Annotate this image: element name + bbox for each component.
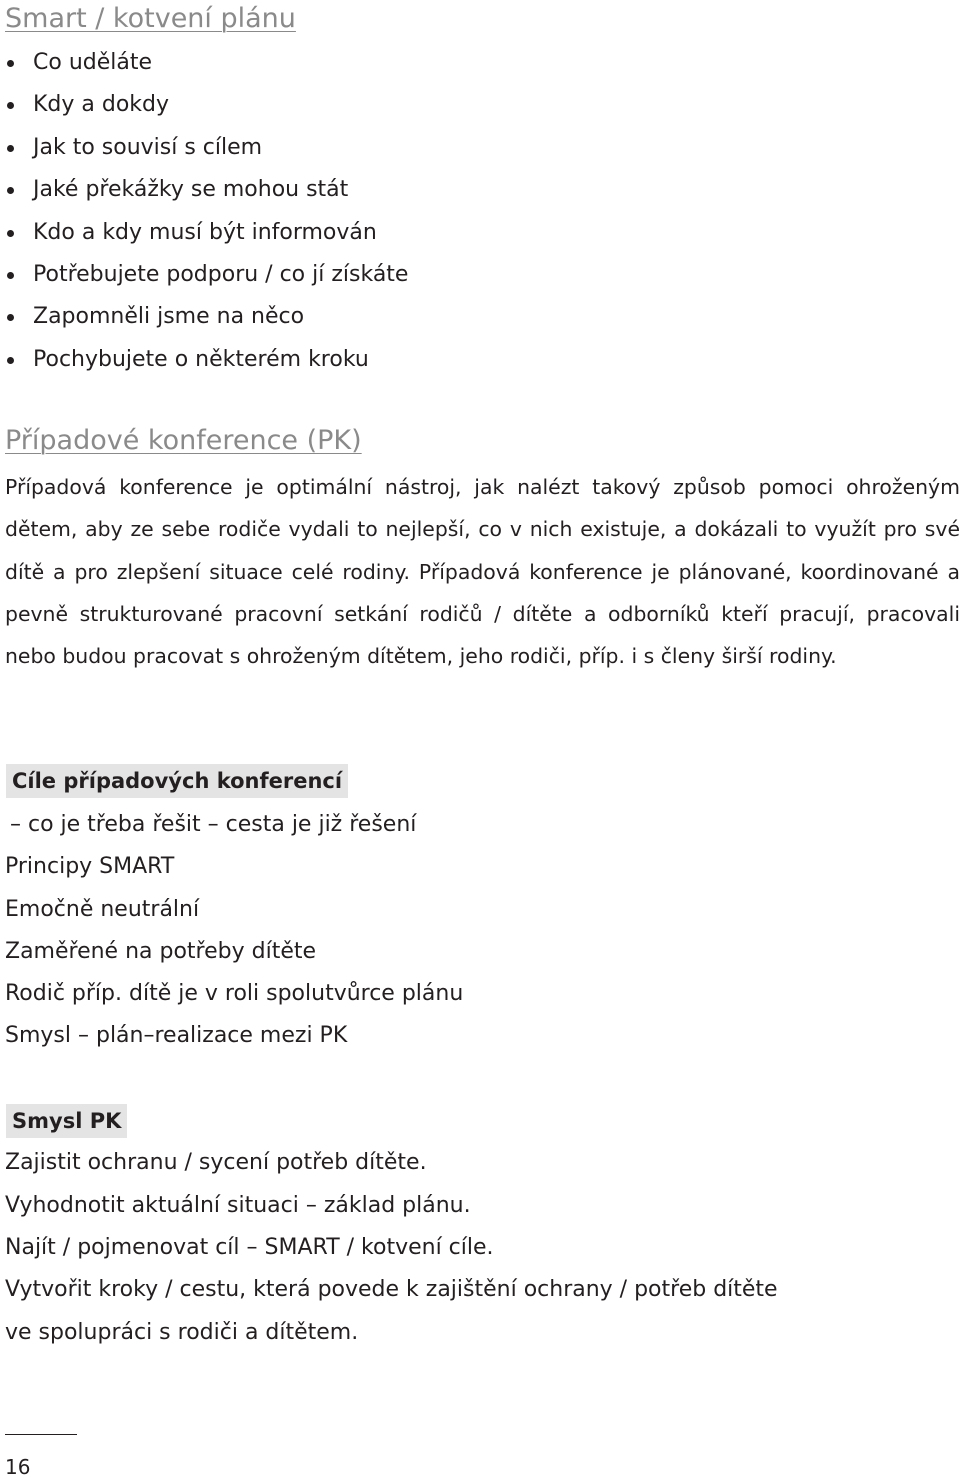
bullet-icon xyxy=(7,314,14,321)
goals-line: Emočně neutrální xyxy=(5,897,200,922)
checklist-item-label: Jak to souvisí s cílem xyxy=(33,134,263,160)
checklist-item xyxy=(0,169,408,211)
footer-divider xyxy=(5,1434,77,1435)
checklist-item-label: Pochybujete o některém kroku xyxy=(33,346,369,372)
checklist-item xyxy=(0,254,408,296)
goals-heading: Cíle případových konferencí xyxy=(6,764,348,798)
bullet-icon xyxy=(7,102,14,109)
meaning-line: Najít / pojmenovat cíl – SMART / kotvení cíle. xyxy=(5,1235,494,1260)
checklist-item-label: Co uděláte xyxy=(33,50,153,75)
smart-checklist xyxy=(0,42,408,381)
bullet-icon xyxy=(7,272,14,279)
goals-line: Smysl – plán–realizace mezi PK xyxy=(5,1023,348,1048)
checklist-item-label: Potřebujete podporu / co jí získáte xyxy=(33,261,409,287)
bullet-icon xyxy=(7,187,14,194)
checklist-item xyxy=(0,127,408,169)
bullet-icon xyxy=(7,60,14,67)
pk-paragraph: Případová konference je optimální nástroj, jak nalézt takový způsob pomoci ohroženým dětem, aby ze sebe rodiče vydali to nejlepší, co v nich existuje, a dokázali to využít pro své dítě a pro zlepšení situace celé rodiny. Případová konference je plánované, koordinované a pevně strukturované pracovní setkání rodičů / dítěte a odborníků kteří pracují, pracovali nebo budou pracovat s ohroženým dítětem, jeho rodiči, příp. i s členy širší rodiny. xyxy=(5,475,960,669)
meaning-heading: Smysl PK xyxy=(6,1104,127,1138)
checklist-item-label: Kdo a kdy musí být informován xyxy=(33,219,377,245)
bullet-icon xyxy=(7,357,14,364)
checklist-item xyxy=(0,42,408,84)
bullet-icon xyxy=(7,230,14,237)
meaning-line: ve spolupráci s rodiči a dítětem. xyxy=(5,1320,359,1345)
meaning-line: Vyhodnotit aktuální situaci – základ plánu. xyxy=(5,1193,471,1218)
meaning-line: Zajistit ochranu / sycení potřeb dítěte. xyxy=(5,1150,427,1175)
goals-line: – co je třeba řešit – cesta je již řešení xyxy=(10,812,417,837)
checklist-item xyxy=(0,212,408,254)
goals-line: Zaměřené na potřeby dítěte xyxy=(5,939,317,964)
smart-section-title: Smart / kotvení plánu xyxy=(5,3,296,34)
checklist-item xyxy=(0,296,408,338)
checklist-item xyxy=(0,339,408,381)
pk-section-title: Případové konference (PK) xyxy=(5,425,362,456)
checklist-item-label: Kdy a dokdy xyxy=(33,92,170,118)
meaning-line: Vytvořit kroky / cestu, která povede k zajištění ochrany / potřeb dítěte xyxy=(5,1277,778,1302)
goals-line: Principy SMART xyxy=(5,854,175,879)
page-number: 16 xyxy=(5,1455,31,1479)
checklist-item-label: Jaké překážky se mohou stát xyxy=(33,177,349,203)
goals-line: Rodič příp. dítě je v roli spolutvůrce plánu xyxy=(5,981,464,1006)
bullet-icon xyxy=(7,145,14,152)
checklist-item xyxy=(0,84,408,126)
checklist-item-label: Zapomněli jsme na něco xyxy=(33,304,305,330)
